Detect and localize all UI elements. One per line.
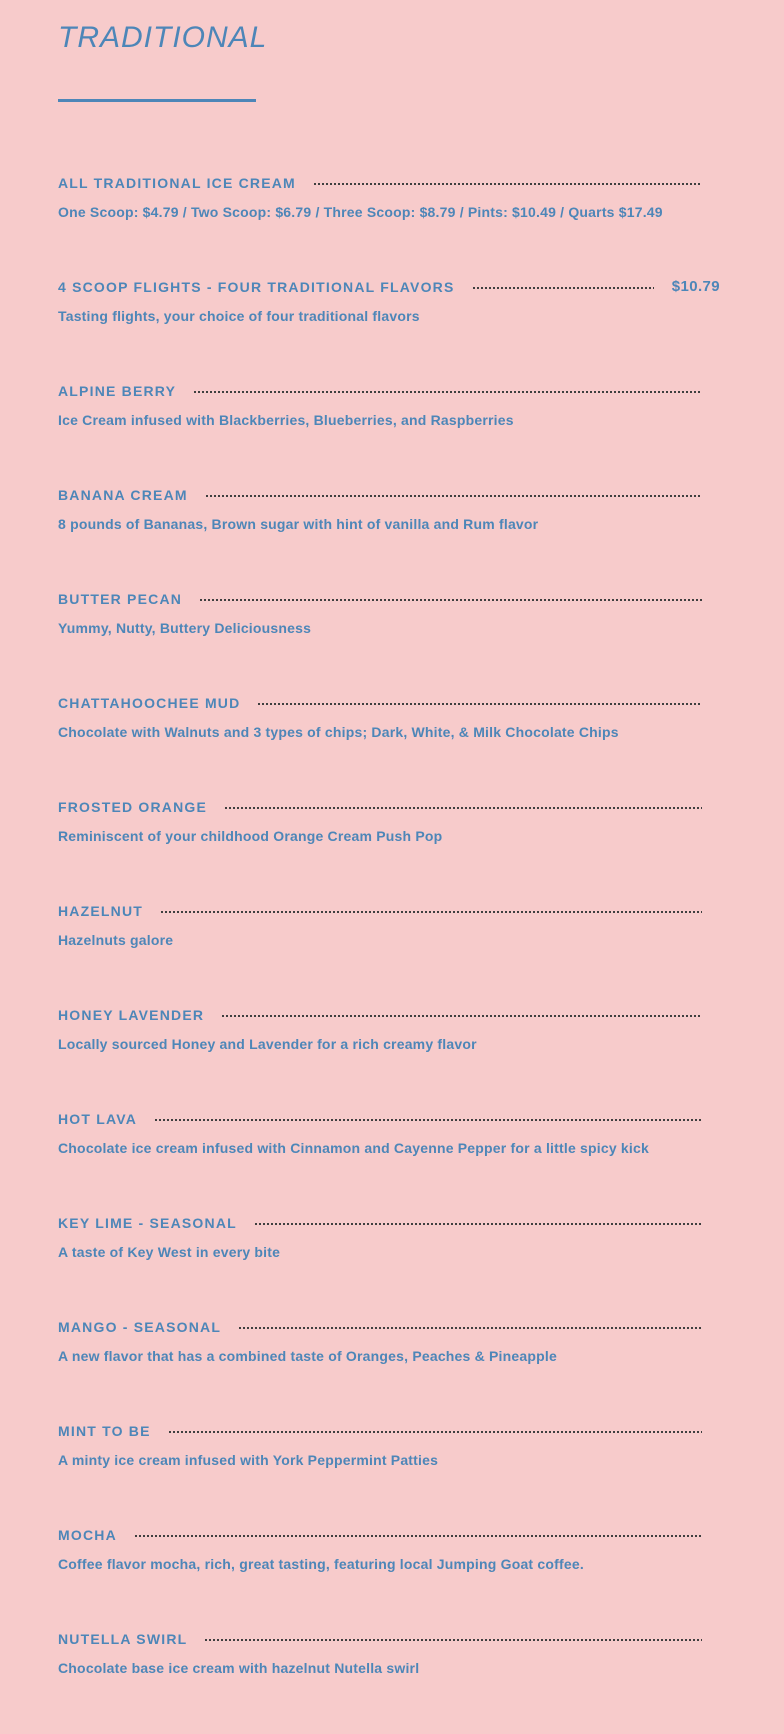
menu-item <box>58 1110 720 1214</box>
menu-item <box>58 278 720 382</box>
dotted-leader-line <box>135 1535 702 1537</box>
menu-list <box>58 174 720 1734</box>
menu-item <box>58 1006 720 1110</box>
dotted-leader-line <box>155 1119 702 1121</box>
dotted-leader-line <box>314 183 702 185</box>
menu-item-header-row <box>58 1110 720 1127</box>
title-underline <box>58 99 256 102</box>
item-description: Hazelnuts galore <box>58 932 174 948</box>
menu-item-header-row <box>58 486 720 503</box>
item-name: ALPINE BERRY <box>58 382 177 399</box>
dotted-leader-line <box>473 287 654 289</box>
item-name: HOT LAVA <box>58 1110 138 1127</box>
menu-item-header-row <box>58 1526 720 1543</box>
menu-item <box>58 1630 720 1734</box>
menu-item <box>58 1422 720 1526</box>
menu-item <box>58 590 720 694</box>
item-name: HAZELNUT <box>58 902 144 919</box>
menu-item-header-row <box>58 1630 720 1647</box>
dotted-leader-line <box>194 391 702 393</box>
menu-item-header-row <box>58 1006 720 1023</box>
item-name: BANANA CREAM <box>58 486 188 503</box>
item-description: A new flavor that has a combined taste of Oranges, Peaches & Pineapple <box>58 1348 557 1364</box>
menu-item-header-row <box>58 694 720 711</box>
dotted-leader-line <box>225 807 702 809</box>
dotted-leader-line <box>205 1639 702 1641</box>
menu-item <box>58 1318 720 1422</box>
menu-item <box>58 798 720 902</box>
dotted-leader-line <box>169 1431 702 1433</box>
item-name: FROSTED ORANGE <box>58 798 208 815</box>
item-name: MANGO - SEASONAL <box>58 1318 222 1335</box>
item-name: KEY LIME - SEASONAL <box>58 1214 237 1231</box>
menu-item-header-row <box>58 1318 720 1335</box>
dotted-leader-line <box>255 1223 702 1225</box>
dotted-leader-line <box>222 1015 702 1017</box>
item-description: Reminiscent of your childhood Orange Cream Push Pop <box>58 828 443 844</box>
menu-item-header-row <box>58 382 720 399</box>
menu-item <box>58 1214 720 1318</box>
menu-item <box>58 382 720 486</box>
page-title: TRADITIONAL <box>58 21 268 54</box>
item-description: A taste of Key West in every bite <box>58 1244 281 1260</box>
menu-item-header-row <box>58 1422 720 1439</box>
item-description: Yummy, Nutty, Buttery Deliciousness <box>58 620 312 636</box>
item-name: HONEY LAVENDER <box>58 1006 205 1023</box>
dotted-leader-line <box>200 599 702 601</box>
item-description: Chocolate base ice cream with hazelnut Nutella swirl <box>58 1660 420 1676</box>
menu-item <box>58 694 720 798</box>
item-description: 8 pounds of Bananas, Brown sugar with hint of vanilla and Rum flavor <box>58 516 539 532</box>
menu-item <box>58 1526 720 1630</box>
item-name: MINT TO BE <box>58 1422 151 1439</box>
item-price: $10.79 <box>671 278 720 295</box>
item-name: BUTTER PECAN <box>58 590 183 607</box>
menu-item-header-row <box>58 174 720 191</box>
item-description: Tasting flights, your choice of four traditional flavors <box>58 308 420 324</box>
menu-item-header-row <box>58 1214 720 1231</box>
item-description: Locally sourced Honey and Lavender for a rich creamy flavor <box>58 1036 477 1052</box>
menu-item-header-row <box>58 798 720 815</box>
dotted-leader-line <box>161 911 702 913</box>
item-name: ALL TRADITIONAL ICE CREAM <box>58 174 296 191</box>
item-name: MOCHA <box>58 1526 117 1543</box>
item-description: One Scoop: $4.79 / Two Scoop: $6.79 / Three Scoop: $8.79 / Pints: $10.49 / Quarts $17.49 <box>58 204 663 220</box>
item-name: CHATTAHOOCHEE MUD <box>58 694 241 711</box>
menu-item <box>58 174 720 278</box>
item-description: Chocolate ice cream infused with Cinnamon and Cayenne Pepper for a little spicy kick <box>58 1140 649 1156</box>
dotted-leader-line <box>239 1327 702 1329</box>
item-description: Chocolate with Walnuts and 3 types of chips; Dark, White, & Milk Chocolate Chips <box>58 724 619 740</box>
item-description: Coffee flavor mocha, rich, great tasting, featuring local Jumping Goat coffee. <box>58 1556 584 1572</box>
item-description: Ice Cream infused with Blackberries, Blueberries, and Raspberries <box>58 412 514 428</box>
menu-item-header-row <box>58 278 720 295</box>
dotted-leader-line <box>258 703 702 705</box>
dotted-leader-line <box>206 495 702 497</box>
menu-item-header-row <box>58 902 720 919</box>
item-name: 4 SCOOP FLIGHTS - FOUR TRADITIONAL FLAVORS <box>58 278 455 295</box>
menu-item <box>58 902 720 1006</box>
menu-item-header-row <box>58 590 720 607</box>
item-description: A minty ice cream infused with York Peppermint Patties <box>58 1452 439 1468</box>
menu-item <box>58 486 720 590</box>
item-name: NUTELLA SWIRL <box>58 1630 188 1647</box>
